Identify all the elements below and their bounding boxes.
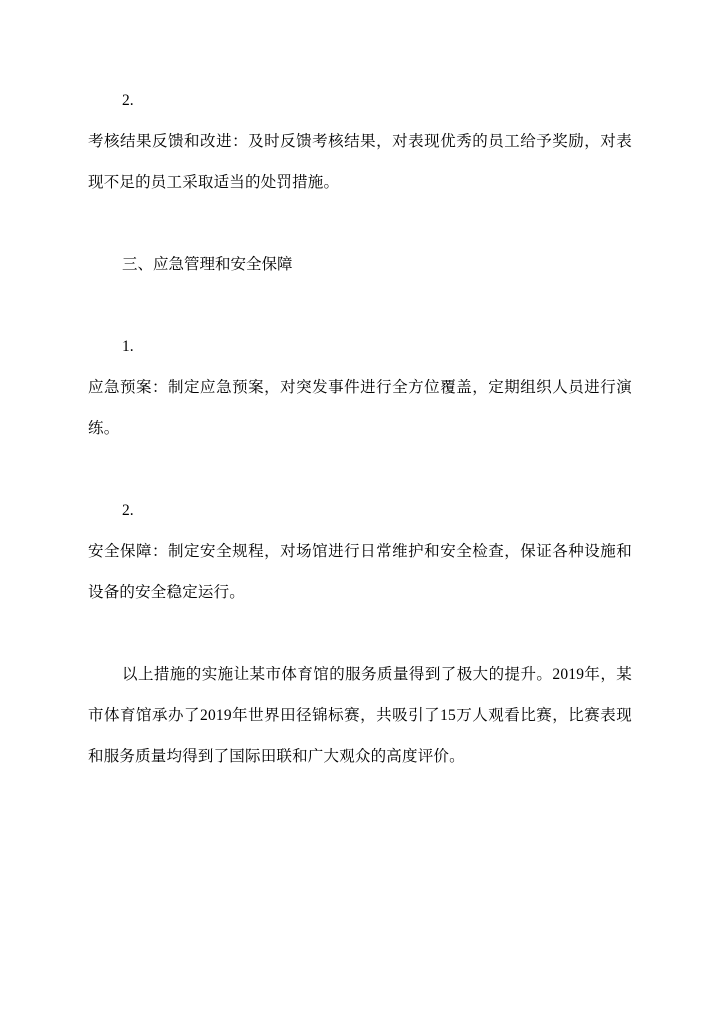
spacer-after-section-heading [88, 285, 632, 326]
paragraph-closing-summary: 以上措施的实施让某市体育馆的服务质量得到了极大的提升。2019年，某市体育馆承办了2019年世界田径锦标赛，共吸引了15万人观看比赛，比赛表现和服务质量均得到了国际田联和广大观众的高度评价。 [88, 666, 632, 765]
list-number-2-second: 2. [122, 502, 134, 519]
section-heading-emergency-management: 三、应急管理和安全保障 [122, 256, 293, 273]
top-spacer [88, 60, 632, 80]
spacer-between-items [88, 449, 632, 490]
spacer-before-closing [88, 613, 632, 654]
paragraph-safety-assurance: 安全保障：制定安全规程，对场馆进行日常维护和安全检查，保证各种设施和设备的安全稳定运行。 [88, 543, 632, 601]
paragraph-assessment-feedback: 考核结果反馈和改进：及时反馈考核结果，对表现优秀的员工给予奖励，对表现不足的员工采取适当的处罚措施。 [88, 133, 632, 191]
list-number-1: 1. [122, 338, 134, 355]
paragraph-emergency-plan: 应急预案：制定应急预案，对突发事件进行全方位覆盖，定期组织人员进行演练。 [88, 379, 632, 437]
spacer-before-section-heading [88, 203, 632, 244]
list-number-2-first: 2. [122, 92, 134, 109]
